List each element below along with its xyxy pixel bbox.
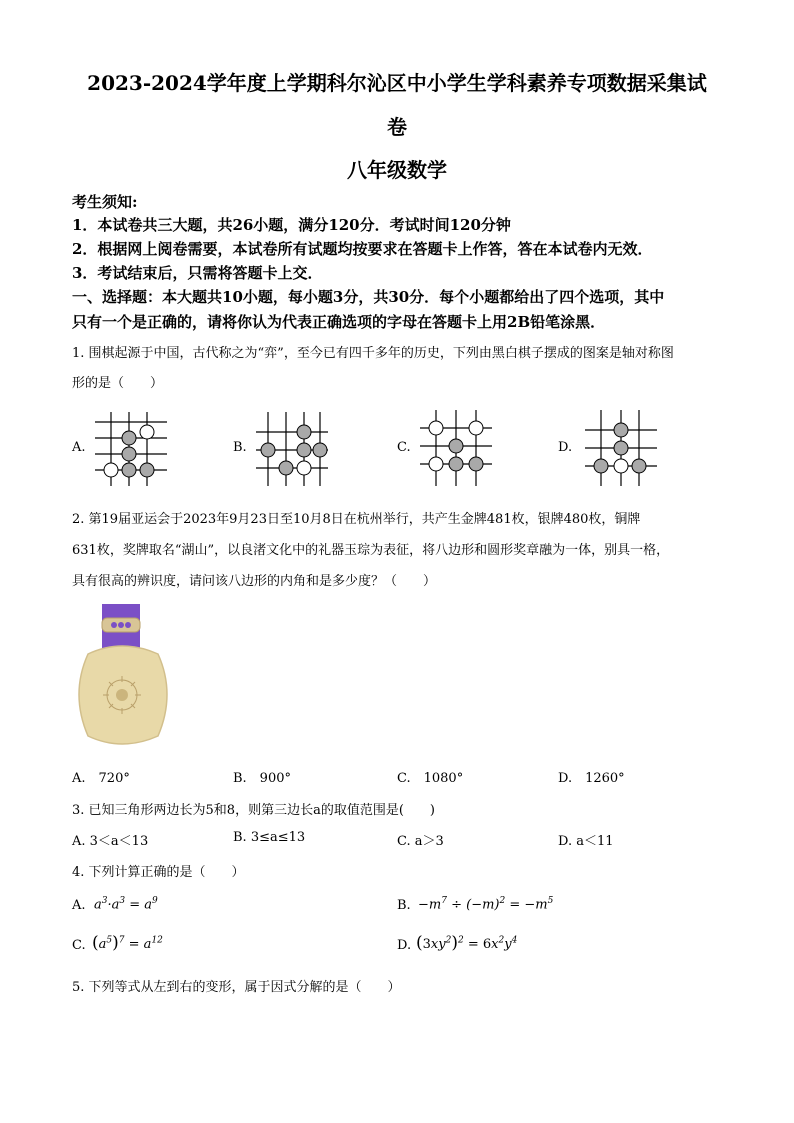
q4-label-c: C. [72,938,86,953]
q4-formula-c: $(a^5)^7 = a^{12}$ [92,933,163,953]
q2-stem-line3: 具有很高的辨识度，请问该八边形的内角和是多少度？（ ） [72,574,437,589]
q2-option-d: D. 1260° [558,771,625,786]
q3-option-b: B. 3≤a≤13 [233,830,306,845]
q1-label-c: C. [397,440,411,455]
section1-line1: 一、选择题：本大题共10小题，每小题3分，共30分．每个小题都给出了四个选项，其中 [72,288,665,306]
q3-option-c: C. a＞3 [397,834,444,849]
note-item-1: 1．本试卷共三大题，共26小题，满分120分．考试时间120分钟 [72,216,511,234]
q5-stem: 5. 下列等式从左到右的变形，属于因式分解的是（ ） [72,980,401,995]
section1-line2: 只有一个是正确的，请将你认为代表正确选项的字母在答题卡上用2B铅笔涂黑． [72,313,606,331]
q4-formula-d: $(3xy^2)^2 = 6x^2y^4$ [416,933,518,953]
q2-stem-line2: 631枚，奖牌取名“湖山”，以良渚文化中的礼器玉琮为表征，将八边形和圆形奖章融为一体，别具一格， [72,543,670,558]
go-board-figure-b [256,412,331,488]
notes-heading: 考生须知: [72,193,138,211]
q1-stem-line2: 形的是（ ） [72,376,164,391]
q4-label-a: A. [72,898,86,913]
note-item-2: 2．根据网上阅卷需要，本试卷所有试题均按要求在答题卡上作答，答在本试卷内无效． [72,240,653,258]
q2-option-a: A. 720° [72,771,130,786]
q4-formula-b: $-m^7 \div (-m)^2 = -m^5$ [418,896,554,913]
q2-option-c: C. 1080° [397,771,464,786]
q3-option-a: A. 3＜a＜13 [72,834,149,849]
q1-stem-line1: 1. 围棋起源于中国，古代称之为“弈”，至今已有四千多年的历史，下列由黑白棋子摆成的图案是轴对称图 [72,346,674,361]
go-board-figure-c [420,410,495,488]
q4-stem: 4. 下列计算正确的是（ ） [72,865,245,880]
go-board-figure-a [95,412,170,488]
note-item-3: 3．考试结束后，只需将答题卡上交． [72,264,323,282]
exam-title-line2: 卷 [387,115,407,139]
subject-title: 八年级数学 [347,158,447,182]
q2-stem-line1: 2. 第19届亚运会于2023年9月23日至10月8日在杭州举行，共产生金牌481枚，银牌480枚，铜牌 [72,512,641,527]
q1-label-d: D. [558,440,573,455]
q1-label-a: A. [72,440,86,455]
q3-stem: 3. 已知三角形两边长为5和8，则第三边长a的取值范围是( ) [72,803,435,818]
q4-label-b: B. [397,898,411,913]
q2-option-b: B. 900° [233,771,291,786]
q4-label-d: D. [397,938,412,953]
q3-option-d: D. a＜11 [558,834,614,849]
q4-formula-a: $a^3\cdot a^3 = a^9$ [94,896,158,913]
q1-label-b: B. [233,440,247,455]
exam-title-line1: 2023-2024学年度上学期科尔沁区中小学生学科素养专项数据采集试 [87,71,707,95]
go-board-figure-d [585,410,660,488]
asian-games-medal-image [72,604,176,750]
